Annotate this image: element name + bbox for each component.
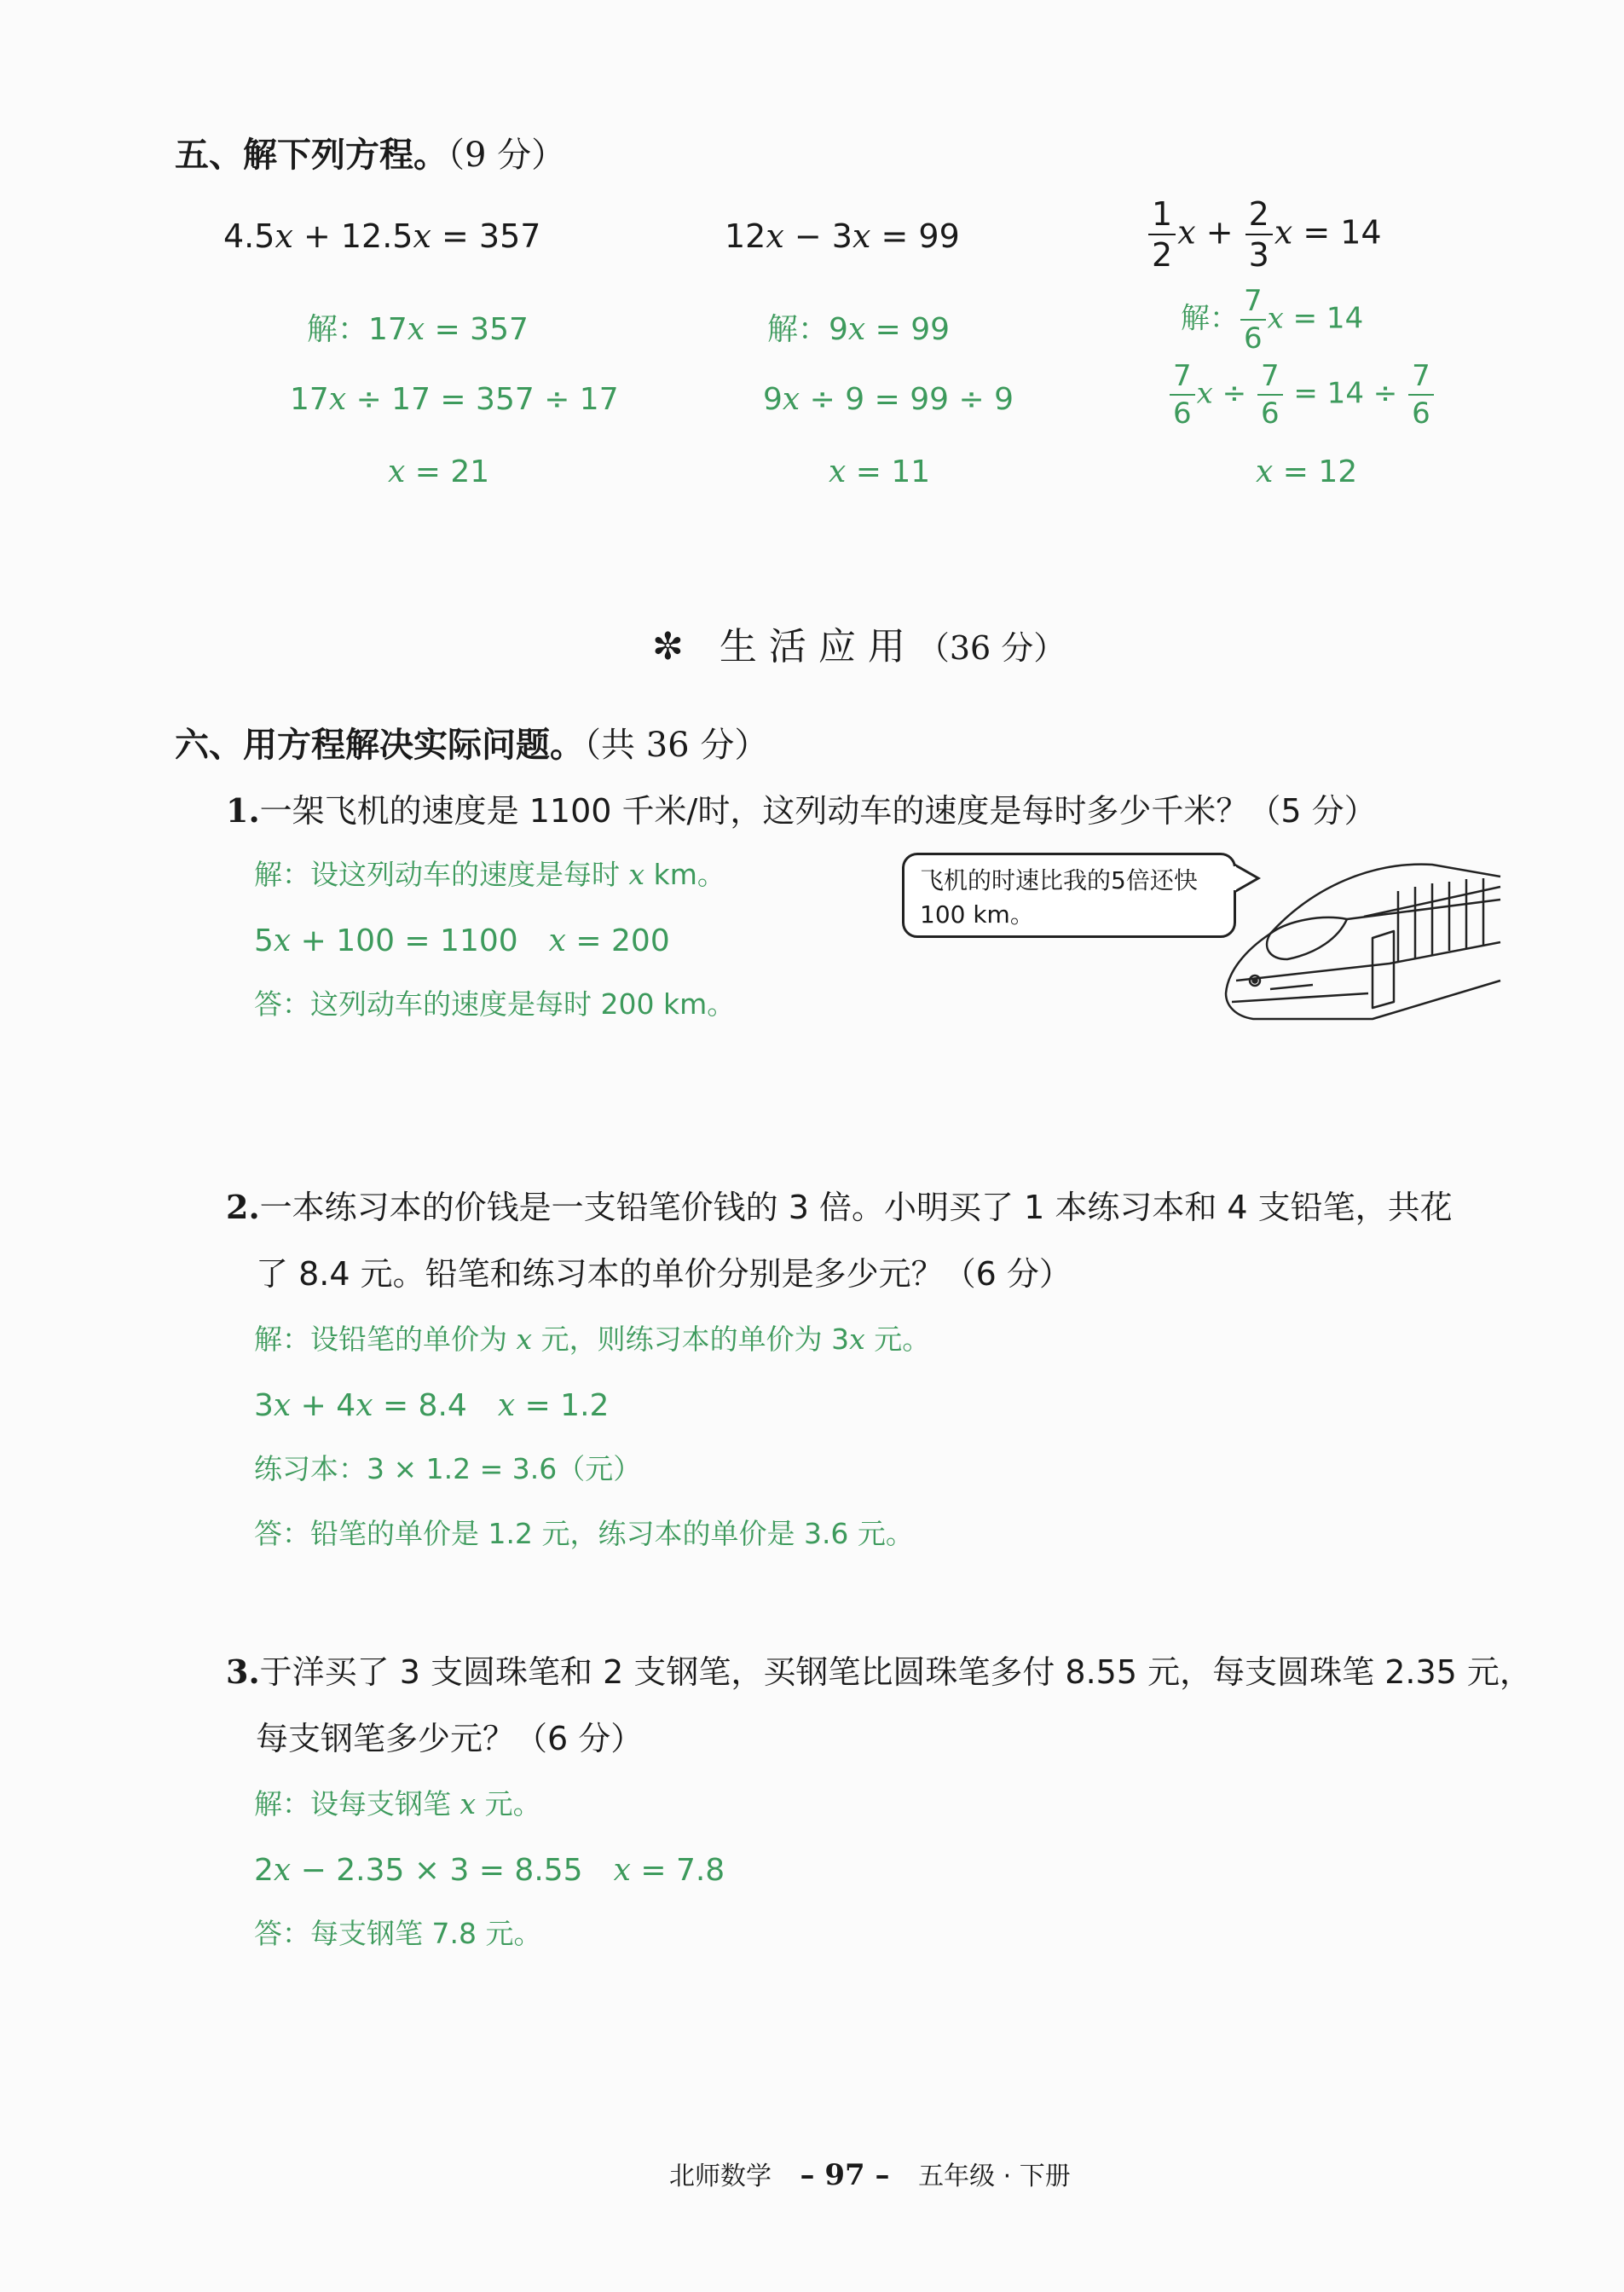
page-footer <box>669 2155 1071 2192</box>
equation-3: $\frac{1}{2}$ x + $\frac{2}{3}$ x = 14 <box>1147 198 1382 271</box>
eq3-solution-line3: x = 12 <box>1256 454 1358 489</box>
life-application-title <box>652 616 1066 670</box>
frac-2-3: $\frac{2}{3}$ <box>1245 198 1273 271</box>
eq1-solution-line3: x = 21 <box>388 454 490 489</box>
eq1-solution-line1: 解：17x = 357 <box>307 312 529 347</box>
train-icon <box>1219 853 1505 1027</box>
p1-solution-line2: 5x + 100 = 1100 x = 200 <box>254 923 670 958</box>
eq1-solution-line2: 17x ÷ 17 = 357 ÷ 17 <box>290 382 619 417</box>
problem-1-text: 一架飞机的速度是 1100 千米/时，这列动车的速度是每时多少千米？（5 分） <box>259 792 1377 830</box>
section6-points: （共 36 分） <box>584 726 769 765</box>
p3-solution-line2: 2x − 2.35 × 3 = 8.55 x = 7.8 <box>254 1853 725 1888</box>
frac-1-2: $\frac{1}{2}$ <box>1148 198 1176 271</box>
p1-solution-line3: 答：这列动车的速度是每时 200 km。 <box>254 987 736 1021</box>
eq3-solution-line1: 解： $\frac{7}{6}$ x = 14 <box>1181 284 1364 356</box>
problem-2-line2 <box>256 1247 1072 1294</box>
footer-page-number: – 97 – <box>800 2158 890 2192</box>
problem-3-number: 3. <box>226 1652 260 1691</box>
problem-2-number: 2. <box>226 1188 260 1226</box>
section5-heading <box>175 128 565 177</box>
flower-icon: ✼ <box>652 625 696 668</box>
p2-solution-line3: 练习本：3 × 1.2 = 3.6（元） <box>254 1452 642 1485</box>
p3-solution-line3: 答：每支钢笔 7.8 元。 <box>254 1917 542 1950</box>
section6-heading-text: 六、用方程解决实际问题。 <box>175 725 584 765</box>
problem-2-text-line2: 了 8.4 元。铅笔和练习本的单价分别是多少元？（6 分） <box>256 1255 1072 1293</box>
p2-solution-line2: 3x + 4x = 8.4 x = 1.2 <box>254 1388 610 1423</box>
eq2-solution-line2: 9x ÷ 9 = 99 ÷ 9 <box>763 382 1014 417</box>
p2-solution-line1: 解：设铅笔的单价为 x 元，则练习本的单价为 3x 元。 <box>254 1323 931 1356</box>
eq3-solution-line2: $\frac{7}{6}$ x ÷ $\frac{7}{6}$ = 14 ÷ $\frac{7}{6}$ <box>1168 362 1436 428</box>
problem-3 <box>226 1646 1532 1693</box>
equation-2: 12x − 3x = 99 <box>725 217 960 255</box>
bubble-tail <box>902 853 979 959</box>
life-title-points: （36 分） <box>916 629 1066 667</box>
section5-heading-text: 五、解下列方程。 <box>175 135 448 175</box>
footer-book: 北师数学 <box>669 2162 772 2191</box>
problem-1 <box>226 784 1377 831</box>
section5-points: （9 分） <box>448 136 566 175</box>
problem-2-text-line1: 一本练习本的价钱是一支铅笔价钱的 3 倍。小明买了 1 本练习本和 4 支铅笔，共花 <box>259 1189 1453 1226</box>
eq2-solution-line1: 解：9x = 99 <box>767 312 951 347</box>
p3-solution-line1: 解：设每支钢笔 x 元。 <box>254 1787 541 1820</box>
problem-3-line2 <box>256 1712 643 1759</box>
problem-3-text-line2: 每支钢笔多少元？（6 分） <box>256 1720 644 1757</box>
footer-grade: 五年级 · 下册 <box>918 2162 1071 2191</box>
train-speech-text: 飞机的时速比我的5倍还快100 km。 <box>920 866 1198 929</box>
p2-solution-line4: 答：铅笔的单价是 1.2 元，练习本的单价是 3.6 元。 <box>254 1517 914 1550</box>
problem-3-text-line1: 于洋买了 3 支圆珠笔和 2 支钢笔，买钢笔比圆珠笔多付 8.55 元，每支圆珠笔 2.35 元， <box>259 1653 1532 1691</box>
life-title-text: 生活应用 <box>719 625 917 668</box>
p1-solution-line1: 解：设这列动车的速度是每时 x km。 <box>254 858 725 891</box>
problem-1-number: 1. <box>226 791 260 830</box>
problem-2 <box>226 1181 1453 1228</box>
section6-heading <box>175 718 768 767</box>
equation-1: 4.5x + 12.5x = 357 <box>223 217 541 255</box>
eq2-solution-line3: x = 11 <box>829 454 931 489</box>
